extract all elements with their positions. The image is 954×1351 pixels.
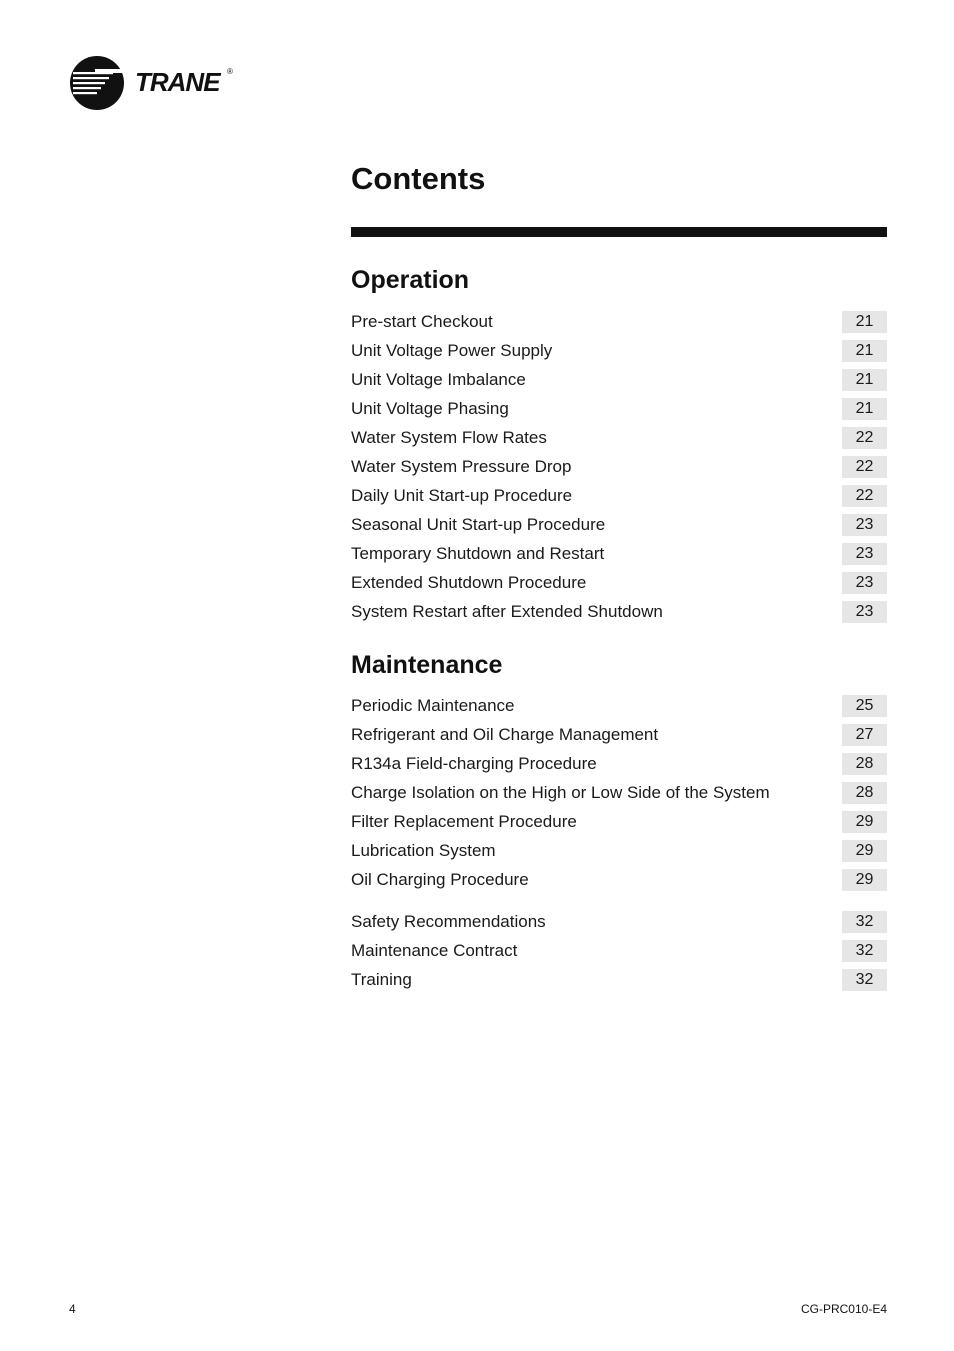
toc-entry[interactable] [351, 426, 887, 455]
toc-entry-page-number: 21 [842, 369, 887, 391]
toc-entry[interactable] [351, 968, 887, 997]
toc-entry[interactable] [351, 868, 887, 897]
toc-entry[interactable] [351, 910, 887, 939]
toc-entry[interactable] [351, 810, 887, 839]
section-heading-operation: Operation [351, 266, 470, 294]
operation-toc-list [351, 310, 887, 629]
toc-entry-page-number: 29 [842, 811, 887, 833]
toc-entry-label: Daily Unit Start-up Procedure [351, 486, 573, 505]
toc-entry[interactable] [351, 694, 887, 723]
toc-entry-page-number: 28 [842, 753, 887, 775]
toc-entry-label: Unit Voltage Phasing [351, 399, 509, 418]
registered-mark: ® [227, 67, 233, 76]
toc-entry[interactable] [351, 368, 887, 397]
toc-entry-label: Oil Charging Procedure [351, 870, 529, 889]
toc-entry-label: Training [351, 970, 412, 989]
toc-entry-page-number: 28 [842, 782, 887, 804]
toc-entry-page-number: 23 [842, 543, 887, 565]
maintenance-toc-list [351, 694, 887, 897]
maintenance-extra-toc-list [351, 910, 887, 997]
toc-entry-page-number: 29 [842, 840, 887, 862]
toc-entry[interactable] [351, 542, 887, 571]
trane-logo [69, 55, 249, 111]
toc-entry-label: Maintenance Contract [351, 941, 518, 960]
page-title: Contents [351, 161, 486, 196]
toc-entry-page-number: 21 [842, 340, 887, 362]
toc-entry-label: Temporary Shutdown and Restart [351, 544, 605, 563]
toc-entry-label: Lubrication System [351, 841, 496, 860]
toc-entry[interactable] [351, 339, 887, 368]
toc-entry-label: Seasonal Unit Start-up Procedure [351, 515, 606, 534]
section-heading-maintenance: Maintenance [351, 651, 503, 679]
toc-entry[interactable] [351, 397, 887, 426]
brand-wordmark: TRANE [135, 67, 220, 97]
toc-entry-label: Extended Shutdown Procedure [351, 573, 587, 592]
footer-doc-code: CG-PRC010-E4 [800, 1302, 887, 1316]
toc-entry-page-number: 32 [842, 969, 887, 991]
toc-entry-label: Safety Recommendations [351, 912, 546, 931]
toc-entry[interactable] [351, 455, 887, 484]
toc-entry-label: Unit Voltage Imbalance [351, 370, 526, 389]
toc-entry-page-number: 29 [842, 869, 887, 891]
toc-entry-page-number: 23 [842, 572, 887, 594]
toc-entry-label: Charge Isolation on the High or Low Side of the System [351, 783, 770, 802]
toc-entry-label: Water System Pressure Drop [351, 457, 572, 476]
toc-entry[interactable] [351, 723, 887, 752]
trane-logo-icon [69, 55, 125, 111]
toc-entry-page-number: 21 [842, 311, 887, 333]
toc-entry-label: Periodic Maintenance [351, 696, 515, 715]
toc-entry-page-number: 32 [842, 911, 887, 933]
toc-entry-label: Refrigerant and Oil Charge Management [351, 725, 659, 744]
toc-entry-page-number: 23 [842, 601, 887, 623]
toc-entry-label: Pre-start Checkout [351, 312, 493, 331]
toc-entry[interactable] [351, 310, 887, 339]
toc-entry-label: Water System Flow Rates [351, 428, 547, 447]
toc-entry[interactable] [351, 513, 887, 542]
toc-entry-page-number: 32 [842, 940, 887, 962]
toc-entry[interactable] [351, 571, 887, 600]
toc-entry[interactable] [351, 839, 887, 868]
toc-entry[interactable] [351, 781, 887, 810]
toc-entry-page-number: 22 [842, 456, 887, 478]
toc-entry-page-number: 22 [842, 427, 887, 449]
toc-entry-page-number: 23 [842, 514, 887, 536]
toc-entry-page-number: 21 [842, 398, 887, 420]
toc-entry[interactable] [351, 600, 887, 629]
toc-entry-label: Unit Voltage Power Supply [351, 341, 553, 360]
toc-entry-page-number: 22 [842, 485, 887, 507]
toc-entry[interactable] [351, 484, 887, 513]
toc-entry-label: R134a Field-charging Procedure [351, 754, 597, 773]
toc-entry[interactable] [351, 939, 887, 968]
toc-entry-label: System Restart after Extended Shutdown [351, 602, 663, 621]
footer-page-number: 4 [69, 1302, 76, 1316]
toc-entry-page-number: 25 [842, 695, 887, 717]
toc-entry[interactable] [351, 752, 887, 781]
toc-entry-label: Filter Replacement Procedure [351, 812, 577, 831]
toc-entry-page-number: 27 [842, 724, 887, 746]
title-rule [351, 227, 887, 237]
